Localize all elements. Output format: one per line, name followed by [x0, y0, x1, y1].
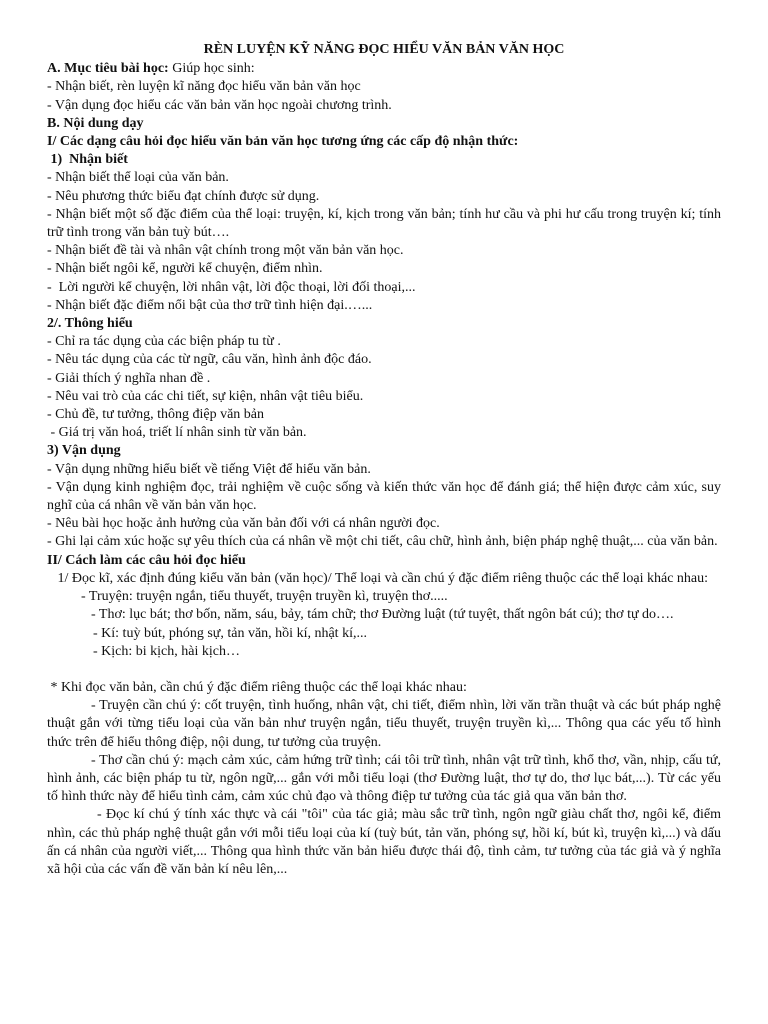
part2-heading: II/ Cách làm các câu hỏi đọc hiểu — [47, 552, 246, 568]
level3-item: - Ghi lại cảm xúc hoặc sự yêu thích của cá nhân về một chi tiết, câu chữ, hình ảnh, biện pháp nghệ thuật,... của văn bản. — [47, 534, 718, 550]
level2-heading: 2/. Thông hiểu — [47, 316, 133, 332]
note-tho: - Thơ cần chú ý: mạch cảm xúc, cảm hứng trữ tình; cái tôi trữ tình, nhân vật trữ tình, khổ thơ, vần, nhịp, cấu tứ, hình ảnh, các biện pháp tu từ, ngôn ngữ,... gắn với mỗi tiểu loại (thơ Đường luật, thơ tự do, thơ lục bát,...). Từ các yếu tố hình thức này để hiểu tình cảm, cảm xúc chủ đạo và thông điệp tư tưởng của tác giả qua văn bản thơ. — [47, 752, 721, 805]
level3-item: - Vận dụng kinh nghiệm đọc, trải nghiệm về cuộc sống và kiến thức văn học để đánh giá; thể hiện được cảm xúc, suy nghĩ của cá nhân về văn bản văn học. — [47, 479, 721, 514]
level2-item: - Giá trị văn hoá, triết lí nhân sinh từ văn bản. — [47, 425, 307, 441]
level2-item: - Giải thích ý nghĩa nhan đề . — [47, 370, 211, 386]
part2-step1: 1/ Đọc kĩ, xác định đúng kiểu văn bản (văn học)/ Thể loại và cần chú ý đặc điểm riêng thuộc các thể loại khác nhau: — [47, 570, 709, 586]
section-a-heading: A. Mục tiêu bài học: — [47, 61, 169, 77]
genre-item-kich: - Kịch: bi kịch, hài kịch… — [93, 643, 240, 659]
document-title: RÈN LUYỆN KỸ NĂNG ĐỌC HIỂU VĂN BẢN VĂN HỌC — [203, 42, 565, 57]
section-a-objectives — [47, 60, 721, 78]
level1-item: - Nêu phương thức biểu đạt chính được sử dụng. — [47, 188, 320, 204]
note-truyen: - Truyện cần chú ý: cốt truyện, tình huống, nhân vật, chi tiết, điểm nhìn, lời văn trần thuật và các bút pháp nghệ thuật gắn với từng tiểu loại của văn bản như truyện ngắn, tiểu thuyết, truyện truyền kì,... Thông qua các yếu tố hình thức trên để hiểu thông điệp, nội dung, tư tưởng của truyện. — [47, 698, 721, 750]
note-ki: - Đọc kí chú ý tính xác thực và cái "tôi" của tác giả; màu sắc trữ tình, ngôn ngữ giàu chất thơ, ngôi kể, điểm nhìn, các thủ pháp nghệ thuật gắn với mỗi tiểu loại của kí (tuỳ bút, tản văn, phóng sự, hồi kí, bút kì, truyện kì,...) và dấu ấn cá nhân của người viết,... Thông qua hình thức văn bản hiểu được thái độ, tình cảm, tư tưởng của tác giả và ý nghĩa xã hội của các vấn đề văn bản kí nêu lên,... — [47, 807, 721, 877]
genre-item-ki: - Kí: tuỳ bút, phóng sự, tản văn, hồi kí, nhật kí,... — [93, 625, 367, 641]
genre-item-tho: - Thơ: lục bát; thơ bốn, năm, sáu, bảy, tám chữ; thơ Đường luật (tứ tuyệt, thất ngôn bát cú); thơ tự do…. — [91, 607, 674, 623]
section-a-item: - Nhận biết, rèn luyện kĩ năng đọc hiểu văn bản văn học — [47, 79, 361, 95]
level1-item: - Nhận biết đặc điểm nổi bật của thơ trữ tình hiện đại.…... — [47, 297, 373, 313]
level1-item: - Nhận biết ngôi kể, người kể chuyện, điểm nhìn. — [47, 261, 323, 277]
paragraph-gap — [47, 661, 721, 679]
level1-item: - Lời người kể chuyện, lời nhân vật, lời độc thoại, lời đối thoại,... — [47, 279, 416, 295]
part1-heading: I/ Các dạng câu hỏi đọc hiểu văn bản văn học tương ứng các cấp độ nhận thức: — [47, 134, 519, 150]
level3-heading: 3) Vận dụng — [47, 443, 121, 459]
level1-item: - Nhận biết đề tài và nhân vật chính trong một văn bản văn học. — [47, 243, 404, 259]
genre-item-truyen: - Truyện: truyện ngắn, tiểu thuyết, truyện truyền kì, truyện thơ..... — [81, 589, 448, 605]
section-a-intro: Giúp học sinh: — [168, 61, 255, 77]
level2-item: - Chủ đề, tư tưởng, thông điệp văn bản — [47, 407, 264, 423]
level1-heading: 1) Nhận biết — [47, 152, 128, 168]
reading-note: * Khi đọc văn bản, cần chú ý đặc điểm riêng thuộc các thể loại khác nhau: — [47, 679, 467, 695]
level3-item: - Nêu bài học hoặc ảnh hưởng của văn bản đối với cá nhân người đọc. — [47, 516, 440, 532]
level1-item: - Nhận biết thể loại của văn bản. — [47, 170, 229, 186]
section-b-heading: B. Nội dung dạy — [47, 115, 144, 131]
level2-item: - Chỉ ra tác dụng của các biện pháp tu từ . — [47, 334, 281, 350]
level1-item: - Nhận biết một số đặc điểm của thể loại: truyện, kí, kịch trong văn bản; tính hư cầu và phi hư cấu trong truyện kí; tính trữ tình trong văn bản tuỳ bút…. — [47, 206, 721, 241]
level3-item: - Vận dụng những hiểu biết về tiếng Việt để hiểu văn bản. — [47, 461, 371, 477]
level2-item: - Nêu vai trò của các chi tiết, sự kiện, nhân vật tiêu biểu. — [47, 388, 364, 404]
section-a-item: - Vận dụng đọc hiểu các văn bản văn học ngoài chương trình. — [47, 97, 392, 113]
level2-item: - Nêu tác dụng của các từ ngữ, câu văn, hình ảnh độc đáo. — [47, 352, 372, 368]
